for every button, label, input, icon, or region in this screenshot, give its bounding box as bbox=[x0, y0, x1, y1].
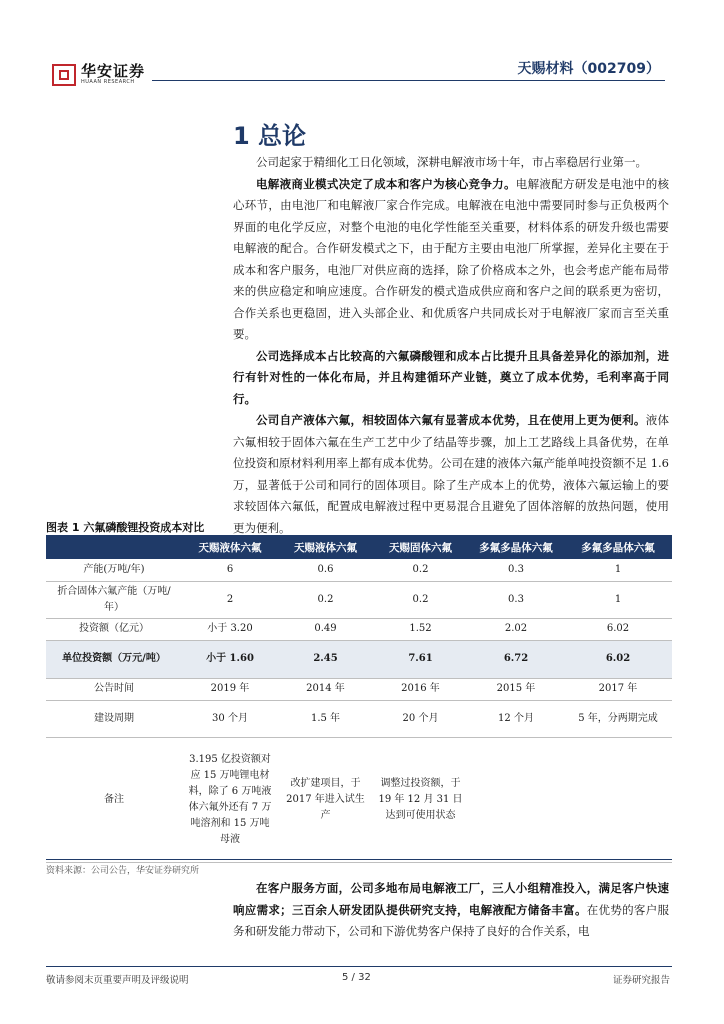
paragraph-cost-choice bbox=[233, 346, 669, 411]
table-cell: 2017 年 bbox=[564, 678, 672, 700]
table-cell: 1.5 年 bbox=[278, 700, 373, 737]
table-cell: 小于 3.20 bbox=[182, 618, 278, 640]
table-header-cell: 天赐液体六氟 bbox=[182, 536, 278, 559]
table-header-cell: 天赐固体六氟 bbox=[373, 536, 468, 559]
table-cell: 0.2 bbox=[373, 581, 468, 618]
table-header-cell bbox=[46, 536, 182, 559]
table-row bbox=[46, 700, 672, 737]
table-cell: 6.02 bbox=[564, 618, 672, 640]
table-row bbox=[46, 618, 672, 640]
bold-lead: 电解液商业模式决定了成本和客户为核心竞争力。 bbox=[256, 176, 516, 191]
table-header-cell: 多氟多晶体六氟 bbox=[468, 536, 564, 559]
table-cell bbox=[468, 737, 564, 862]
table-cell: 5 年，分两期完成 bbox=[564, 700, 672, 737]
bold-lead: 在客户服务方面，公司多地布局电解液工厂，三人小组精准投入，满足客户快速响应需求；三百余人研发团队提供研究支持，电解液配方储备丰富。 bbox=[233, 881, 669, 917]
source-divider bbox=[46, 859, 672, 860]
bold-lead: 公司自产液体六氟，相较固体六氟有显著成本优势，且在使用上更为便利。 bbox=[256, 413, 646, 427]
figure-source: 资料来源：公司公告，华安证券研究所 bbox=[46, 866, 200, 876]
table-cell: 6.02 bbox=[564, 640, 672, 678]
table-cell: 小于 1.60 bbox=[182, 640, 278, 678]
table-row bbox=[46, 678, 672, 700]
table-row bbox=[46, 581, 672, 618]
table-cell: 1 bbox=[564, 581, 672, 618]
row-label: 建设周期 bbox=[46, 700, 182, 737]
table-cell: 1.52 bbox=[373, 618, 468, 640]
row-label: 备注 bbox=[46, 737, 182, 862]
table-cell: 2 bbox=[182, 581, 278, 618]
table-header-cell: 多氟多晶体六氟 bbox=[564, 536, 672, 559]
table-cell: 6 bbox=[182, 559, 278, 581]
table-cell: 2.02 bbox=[468, 618, 564, 640]
header-divider bbox=[152, 80, 665, 81]
table-cell: 0.2 bbox=[278, 581, 373, 618]
paragraph-customer-service bbox=[233, 878, 669, 943]
table-cell: 2.45 bbox=[278, 640, 373, 678]
table-row-notes bbox=[46, 737, 672, 862]
logo-subtitle: HUAAN RESEARCH bbox=[81, 79, 135, 85]
paragraph-liquid-lipf6 bbox=[233, 410, 669, 539]
customer-service-paragraph bbox=[233, 878, 669, 943]
paragraph-text: 电解液配方研发是电池中的核心环节，由电池厂和电解液厂家合作完成。电解液在电池中需要同时参与正负极两个界面的电化学反应，对整个电池的电化学性能至关重要，材料体系的研发升级也需要电解液的配合。合作研发模式之下，由于配方主要由电池厂所掌握，差异化主要在于成本和客户服务，电池厂对供应商的选择，除了价格成本之外，也会考虑产能布局带来的供应稳定和响应速度。合作研发的模式造成供应商和客户之间的联系更为密切，合作关系也更稳固，进入头部企业、和优质客户共同成长对于电解液厂家而言至关重要。 bbox=[233, 176, 670, 341]
table-cell: 0.3 bbox=[468, 559, 564, 581]
table-cell: 2019 年 bbox=[182, 678, 278, 700]
investment-cost-table bbox=[46, 536, 672, 863]
table-cell-note: 调整过投资额，于 19 年 12 月 31 日达到可使用状态 bbox=[373, 737, 468, 862]
page-header bbox=[0, 0, 724, 90]
row-label: 单位投资额（万元/吨） bbox=[46, 640, 182, 678]
table-cell: 0.49 bbox=[278, 618, 373, 640]
row-label: 投资额（亿元） bbox=[46, 618, 182, 640]
paragraph-text: 在优势的客户服务和研发能力带动下，公司和下游优势客户保持了良好的合作关系，电 bbox=[233, 902, 669, 938]
table-cell: 0.3 bbox=[468, 581, 564, 618]
table-cell: 2015 年 bbox=[468, 678, 564, 700]
table-cell: 0.2 bbox=[373, 559, 468, 581]
table-header-row bbox=[46, 536, 672, 559]
bold-lead: 公司选择成本占比较高的六氟磷酸锂和成本占比提升且具备差异化的添加剂，进行有针对性的一体化布局，并且构建循环产业链，奠立了成本优势，毛利率高于同行。 bbox=[233, 348, 669, 406]
table-cell: 2014 年 bbox=[278, 678, 373, 700]
table-header-cell: 天赐液体六氟 bbox=[278, 536, 373, 559]
paragraph-text: 液体六氟相较于固体六氟在生产工艺中少了结晶等步骤，加上工艺路线上具备优势，在单位投资和原材料利用率上都有成本优势。公司在建的液体六氟产能单吨投资额不足 1.6 万，显著低于公司和同行的固体项目。除了生产成本上的优势，液体六氟运输上的要求较固体六氟低，配置成电解液过程中更易混合且避免了固体溶解的放热问题，使用更为便利。 bbox=[233, 413, 669, 535]
page-number: 5 / 32 bbox=[342, 972, 371, 983]
table-cell: 6.72 bbox=[468, 640, 564, 678]
table-cell-note: 3.195 亿投资额对应 15 万吨锂电材料，除了 6 万吨液体六氟外还有 7 万吨溶剂和 15 万吨母液 bbox=[182, 737, 278, 862]
table-cell: 0.6 bbox=[278, 559, 373, 581]
logo-text: 华安证券 bbox=[81, 62, 146, 80]
row-label: 产能(万吨/年) bbox=[46, 559, 182, 581]
table-cell-note: 改扩建项目，于 2017 年进入试生产 bbox=[278, 737, 373, 862]
huaan-logo-icon bbox=[52, 64, 76, 86]
footer-disclaimer: 敬请参阅末页重要声明及评级说明 bbox=[46, 975, 189, 986]
section-title: 1 总论 bbox=[233, 122, 307, 150]
table-row bbox=[46, 559, 672, 581]
intro-paragraphs bbox=[233, 152, 669, 539]
table-cell: 7.61 bbox=[373, 640, 468, 678]
table-cell: 1 bbox=[564, 559, 672, 581]
footer-divider bbox=[46, 966, 672, 967]
figure-title: 图表 1 六氟磷酸锂投资成本对比 bbox=[46, 521, 205, 534]
table-cell: 12 个月 bbox=[468, 700, 564, 737]
paragraph-business-model bbox=[233, 174, 669, 346]
table-cell: 20 个月 bbox=[373, 700, 468, 737]
stock-title: 天赐材料（002709） bbox=[517, 61, 660, 77]
row-label: 折合固体六氟产能（万吨/年） bbox=[46, 581, 182, 618]
table-cell bbox=[564, 737, 672, 862]
row-label: 公告时间 bbox=[46, 678, 182, 700]
footer-report-type: 证券研究报告 bbox=[612, 975, 670, 986]
paragraph-intro: 公司起家于精细化工日化领域，深耕电解液市场十年，市占率稳居行业第一。 bbox=[256, 155, 647, 169]
table-row-highlight bbox=[46, 640, 672, 678]
table-cell: 30 个月 bbox=[182, 700, 278, 737]
table-cell: 2016 年 bbox=[373, 678, 468, 700]
